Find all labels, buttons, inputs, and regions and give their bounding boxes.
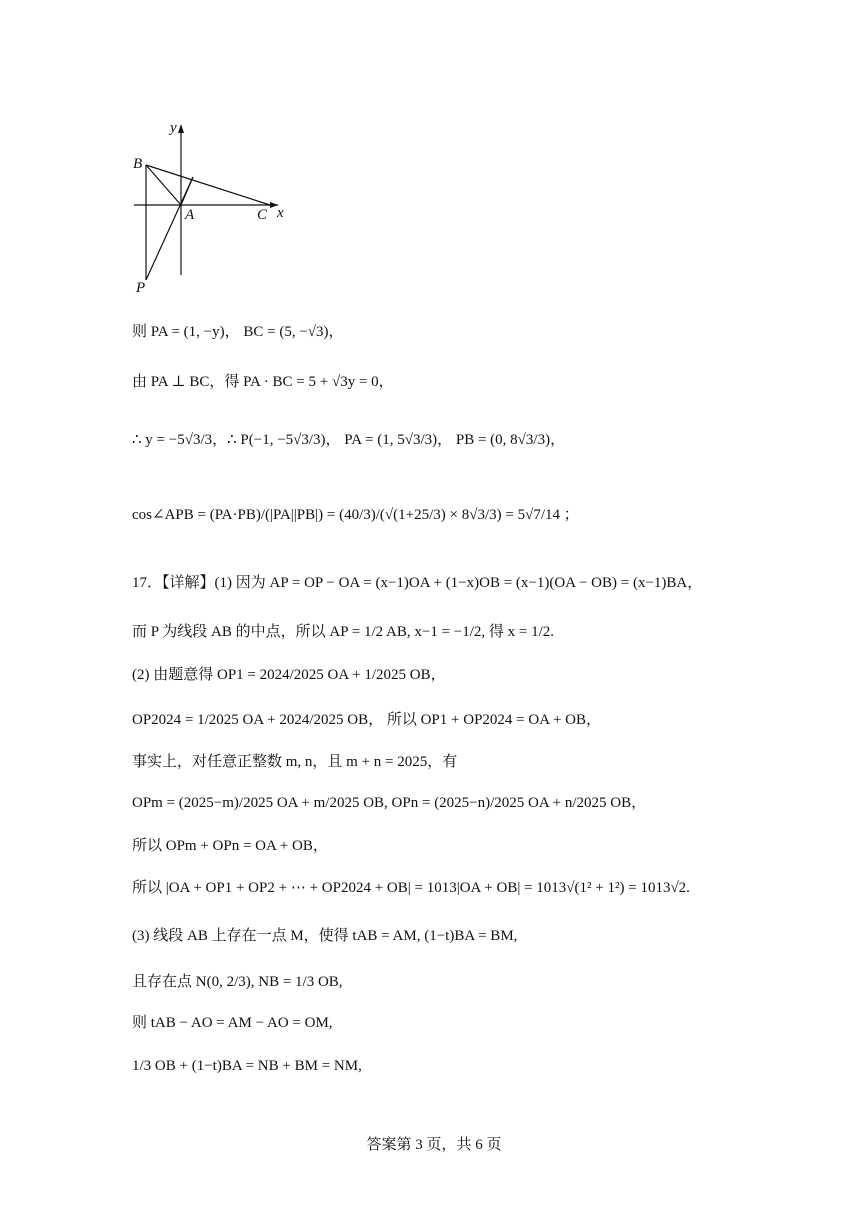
label-C: C (257, 207, 268, 223)
label-B: B (133, 156, 143, 172)
solution-line-9: 事实上，对任意正整数 m, n，且 m + n = 2025，有 (132, 754, 458, 770)
solution-line-8: OP2024 = 1/2025 OA + 2024/2025 OB， 所以 OP1 + OP2024 = OA + OB， (132, 712, 602, 728)
solution-line-15: 则 tAB − AO = AM − AO = OM, (132, 1015, 333, 1031)
solution-line-4: cos∠APB = (PA·PB)/(|PA||PB|) = (40/3)/(√(1+25/3) × 8√3/3) = 5√7/14 ； (132, 507, 579, 523)
solution-line-10: OPm = (2025−m)/2025 OA + m/2025 OB, OPn = (2025−n)/2025 OA + n/2025 OB， (132, 795, 647, 811)
solution-line-1: 则 PA = (1, −y)， BC = (5, −√3)， (132, 324, 344, 340)
solution-line-12: 所以 |OA + OP1 + OP2 + ⋯ + OP2024 + OB| = 1013|OA + OB| = 1013√(1² + 1²) = 1013√2. (132, 880, 690, 896)
solution-line-2: 由 PA ⊥ BC，得 PA · BC = 5 + √3y = 0， (132, 374, 394, 390)
label-y: y (170, 120, 177, 136)
solution-line-13: (3) 线段 AB 上存在一点 M，使得 tAB = AM, (1−t)BA = BM, (132, 928, 518, 944)
solution-line-16: 1/3 OB + (1−t)BA = NB + BM = NM, (132, 1058, 362, 1074)
solution-line-3: ∴ y = −5√3/3，∴ P(−1, −5√3/3)， PA = (1, 5√3/3)， PB = (0, 8√3/3)， (132, 432, 566, 448)
solution-line-14: 且存在点 N(0, 2/3), NB = 1/3 OB, (132, 974, 343, 990)
solution-line-7: (2) 由题意得 OP1 = 2024/2025 OA + 1/2025 OB， (132, 667, 446, 683)
solution-line-11: 所以 OPm + OPn = OA + OB， (132, 838, 328, 854)
solution-line-6: 而 P 为线段 AB 的中点，所以 AP = 1/2 AB, x−1 = −1/2, 得 x = 1/2. (132, 624, 555, 640)
label-A: A (185, 207, 195, 223)
label-P: P (136, 280, 146, 296)
page-footer: 答案第 3 页，共 6 页 (366, 1137, 502, 1153)
label-x: x (277, 205, 284, 221)
solution-line-5: 17．【详解】(1) 因为 AP = OP − OA = (x−1)OA + (1−x)OB = (x−1)(OA − OB) = (x−1)BA， (132, 575, 703, 591)
